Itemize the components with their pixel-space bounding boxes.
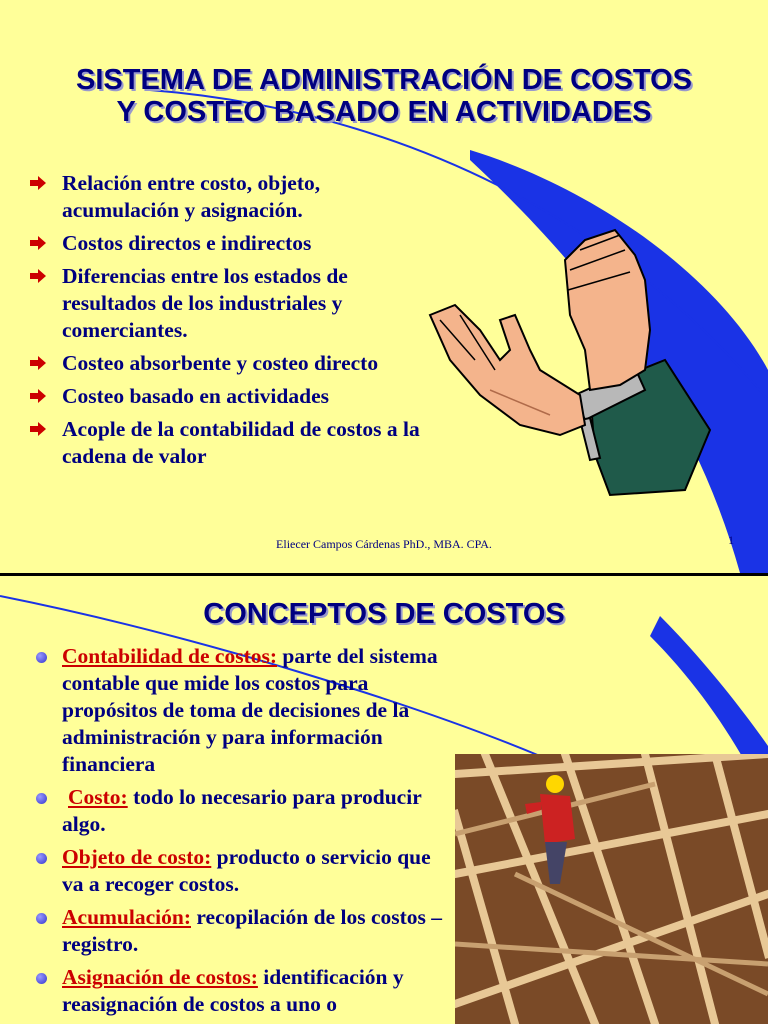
slide-1-bullet-list (30, 170, 420, 476)
list-item: Costo: todo lo necesario para producir algo. (30, 784, 450, 838)
arrow-bullet-icon (30, 176, 46, 190)
list-item: Contabilidad de costos: parte del sistema contable que mide los costos para propósitos de toma de decisiones de la administración y para información financiera (30, 643, 450, 778)
list-item: Costeo absorbente y costeo directo (30, 350, 420, 377)
dot-bullet-icon (36, 973, 47, 984)
construction-roof-trusses-photo (455, 754, 768, 1024)
arrow-bullet-icon (30, 269, 46, 283)
slide-2-bullet-list (30, 643, 450, 1024)
arrow-bullet-icon (30, 389, 46, 403)
slide-1-title: SISTEMA DE ADMINISTRACIÓN DE COSTOS Y COSTEO BASADO EN ACTIVIDADES (75, 64, 693, 128)
dot-bullet-icon (36, 652, 47, 663)
slide-1-footer: Eliecer Campos Cárdenas PhD., MBA. CPA. (276, 537, 492, 551)
list-item: Costeo basado en actividades (30, 383, 420, 410)
slide-2-title: CONCEPTOS DE COSTOS (203, 598, 565, 630)
list-item: Acumulación: recopilación de los costos – registro. (30, 904, 450, 958)
dot-bullet-icon (36, 793, 47, 804)
arrow-bullet-icon (30, 422, 46, 436)
list-item: Asignación de costos: identificación y reasignación de costos a uno o (30, 964, 450, 1018)
dot-bullet-icon (36, 853, 47, 864)
clapping-hands-icon (420, 220, 720, 500)
list-item: Relación entre costo, objeto, acumulación y asignación. (30, 170, 420, 224)
arrow-bullet-icon (30, 356, 46, 370)
page-number: 1 (728, 533, 734, 547)
list-item: Objeto de costo: producto o servicio que va a recoger costos. (30, 844, 450, 898)
list-item: Diferencias entre los estados de resultados de los industriales y comerciantes. (30, 263, 420, 344)
dot-bullet-icon (36, 913, 47, 924)
list-item: Costos directos e indirectos (30, 230, 420, 257)
arrow-bullet-icon (30, 236, 46, 250)
slide-2 (0, 576, 768, 1024)
list-item: Acople de la contabilidad de costos a la cadena de valor (30, 416, 420, 470)
